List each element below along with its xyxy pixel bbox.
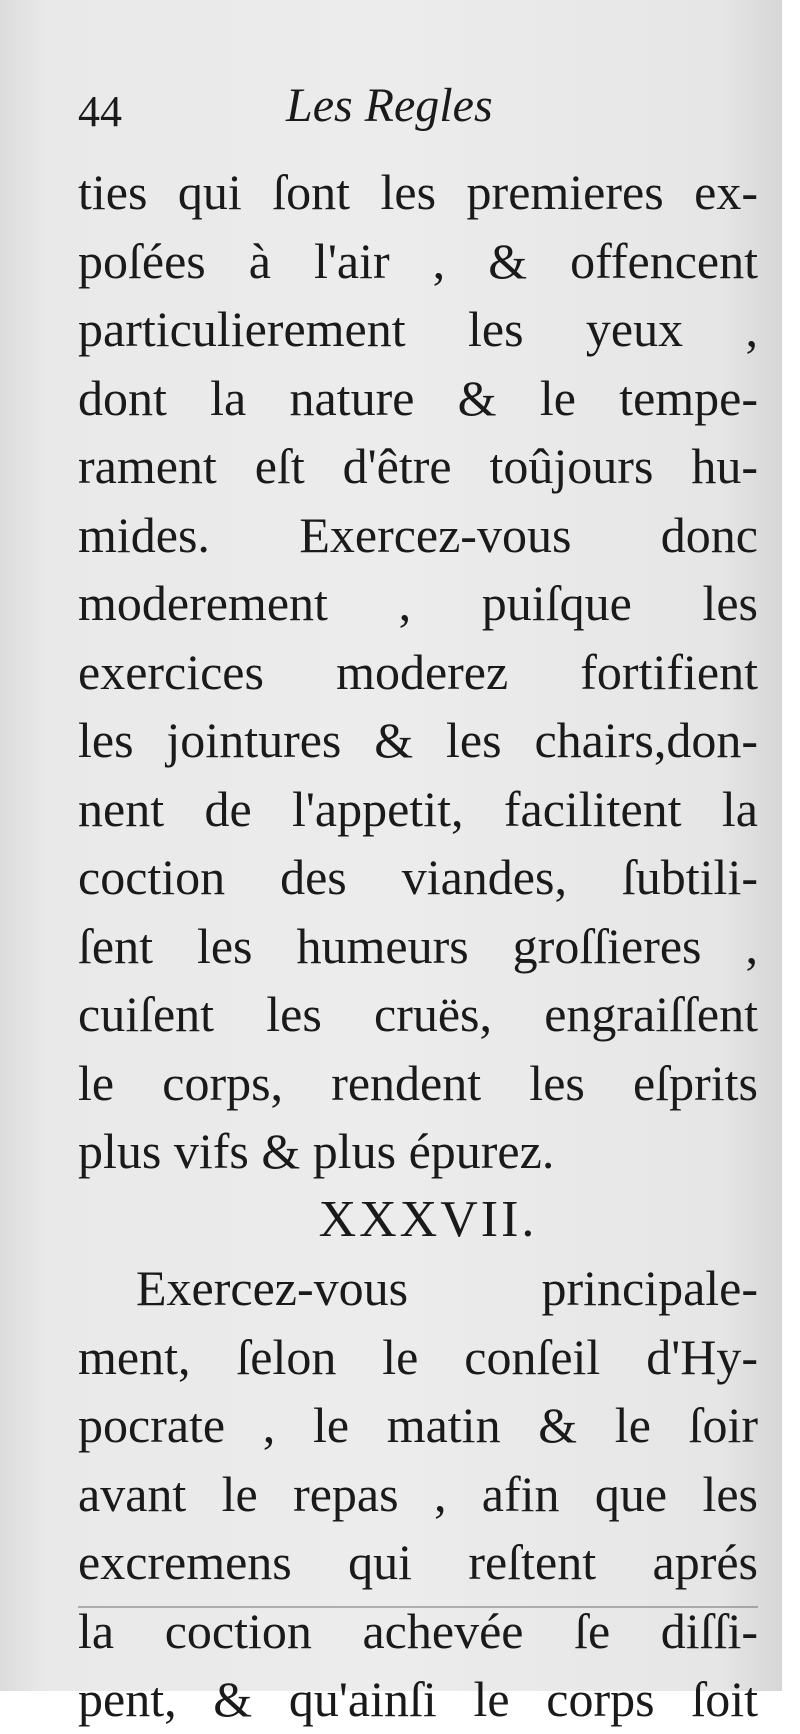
text-line: la coction achevée ſe diſſi- [78, 1602, 758, 1659]
text-line: mides. Exercez-vous donc [78, 506, 758, 563]
text-line: excremens qui reſtent aprés [78, 1534, 758, 1590]
text-line: exercices moderez fortifient [78, 643, 758, 700]
text-line: avant le repas , afin que les [78, 1465, 758, 1522]
running-head [78, 78, 758, 158]
text-line: les jointures & les chairs,don- [78, 712, 758, 768]
paragraph-body-after [78, 1254, 758, 1734]
text-line: dont la nature & le tempe- [78, 369, 758, 426]
page-number: 44 [78, 87, 122, 136]
text-line: rament eſt d'être toûjours hu- [78, 438, 758, 494]
text-line: nent de l'appetit, facilitent la [78, 780, 758, 837]
text-line: pocrate , le matin & le ſoir [78, 1397, 758, 1453]
running-title: Les Regles [286, 79, 493, 132]
text-line: le corps, rendent les eſprits [78, 1054, 758, 1111]
text-line: particulierement les yeux , [78, 301, 758, 357]
text-line: poſées à l'air , & offencent [78, 232, 758, 289]
paragraph-body-before [78, 158, 758, 1186]
text-line: moderement , puiſque les [78, 575, 758, 631]
section-heading: XXXVII. [318, 1190, 538, 1248]
text-line: ſent les humeurs groſſieres , [78, 917, 758, 974]
text-line: pent, & qu'ainſi le corps ſoit [78, 1671, 758, 1727]
text-line: cuiſent les cruës, engraiſſent [78, 986, 758, 1042]
bottom-rule [78, 1606, 758, 1608]
book-page [78, 78, 758, 1734]
text-line: Exercez-vous principale- [136, 1260, 758, 1316]
text-line: ties qui ſont les premieres ex- [78, 164, 758, 220]
text-line: ment, ſelon le conſeil d'Hy- [78, 1328, 758, 1385]
text-line: coction des viandes, ſubtili- [78, 849, 758, 905]
text-line: plus vifs & plus épurez. [78, 1123, 555, 1179]
scan-margin [782, 0, 800, 1691]
